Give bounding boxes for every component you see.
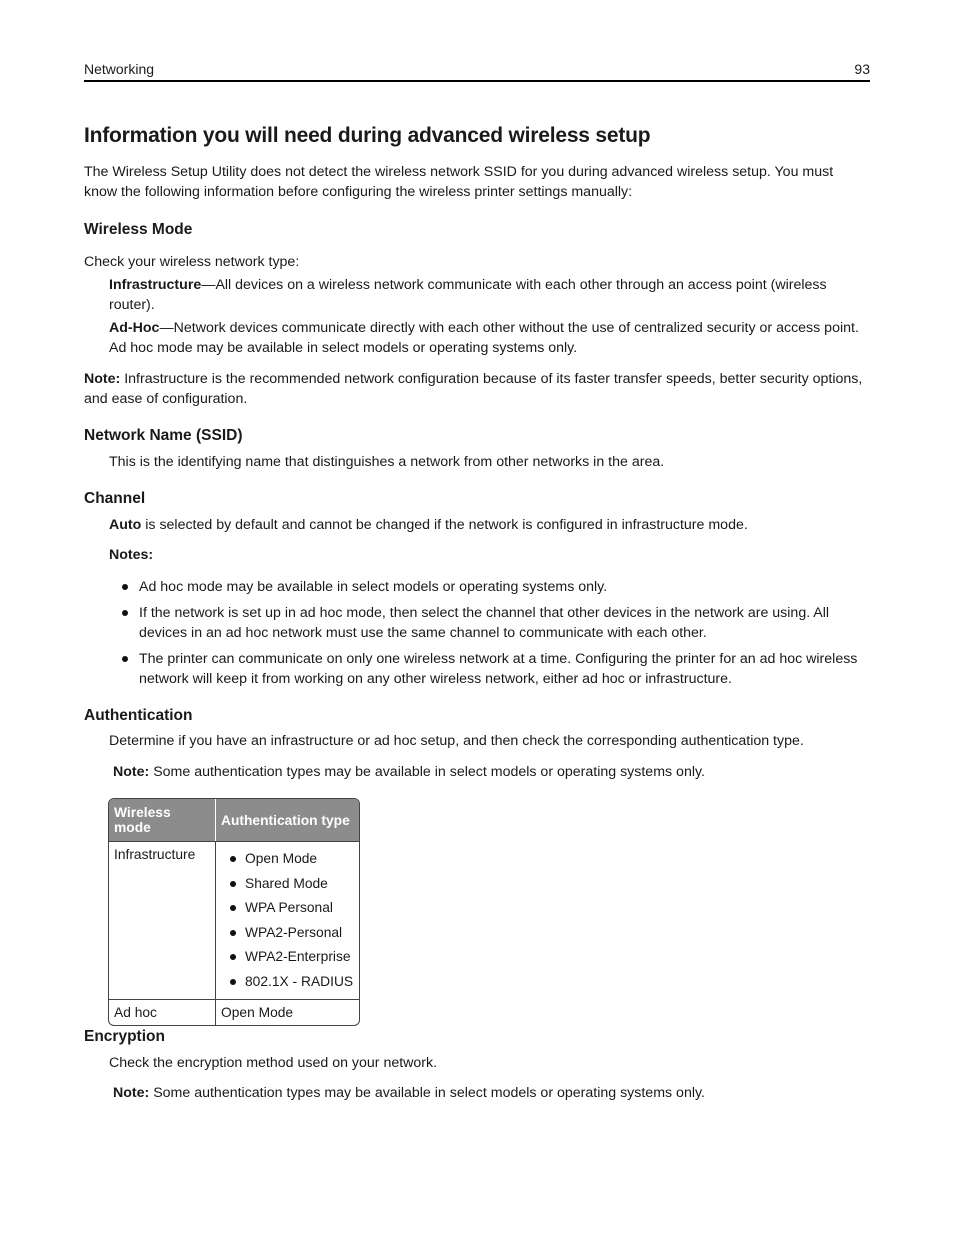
list-item: If the network is set up in ad hoc mode, then select the channel that other devices in the network are using. All devices in an ad hoc network must use the same channel to communicate with each other. (120, 603, 870, 643)
ssid-heading: Network Name (SSID) (84, 427, 243, 444)
page-number: 93 (854, 61, 870, 77)
list-item: Shared Mode (221, 872, 354, 897)
note-text: Infrastructure is the recommended network configuration because of its faster transfer speeds, better security options, and ease of configuration. (84, 371, 863, 407)
auto-text: is selected by default and cannot be changed if the network is configured in infrastructure mode. (141, 517, 748, 533)
wireless-mode-note (84, 369, 870, 409)
column-header-wireless-mode: Wireless mode (109, 799, 215, 841)
list-item: Ad hoc mode may be available in select models or operating systems only. (120, 577, 870, 597)
notes-label: Notes: (109, 547, 154, 563)
table-header-row (109, 799, 359, 841)
infrastructure-text: —All devices on a wireless network communicate with each other through an access point (wireless router). (109, 277, 827, 313)
cell-adhoc: Ad hoc (109, 999, 215, 1025)
authentication-heading: Authentication (84, 707, 193, 724)
channel-notes-list (120, 577, 870, 695)
auto-term: Auto (109, 517, 142, 533)
cell-adhoc-type: Open Mode (215, 999, 359, 1025)
list-item: WPA2-Personal (221, 921, 354, 946)
wireless-mode-lead: Check your wireless network type: (84, 254, 300, 270)
adhoc-text: —Network devices communicate directly with each other without the use of centralized security or access point. Ad hoc mode may be available in select models or operating systems only. (109, 320, 859, 356)
note-label: Note: (113, 1085, 150, 1101)
column-header-authentication-type: Authentication type (215, 799, 359, 841)
page-title: Information you will need during advanced wireless setup (84, 124, 651, 147)
note-text: Some authentication types may be available in select models or operating systems only. (149, 1085, 705, 1101)
encryption-note (113, 1083, 875, 1103)
list-item: WPA Personal (221, 896, 354, 921)
channel-auto-text (109, 515, 871, 535)
auth-type-list (221, 847, 354, 994)
table-row (109, 999, 359, 1025)
adhoc-definition (109, 318, 871, 358)
authentication-text: Determine if you have an infrastructure or ad hoc setup, and then check the corresponding authentication type. (109, 733, 804, 749)
list-item: 802.1X - RADIUS (221, 970, 354, 995)
cell-infrastructure-types (215, 841, 359, 999)
list-item: Open Mode (221, 847, 354, 872)
encryption-text: Check the encryption method used on your network. (109, 1055, 438, 1071)
adhoc-term: Ad-Hoc (109, 320, 160, 336)
list-item: WPA2-Enterprise (221, 945, 354, 970)
infrastructure-definition (109, 275, 871, 315)
channel-heading: Channel (84, 490, 146, 507)
list-item: The printer can communicate on only one wireless network at a time. Configuring the printer for an ad hoc wireless network will keep it from working on any other wireless network, either ad hoc or infrastructure. (120, 649, 870, 689)
encryption-heading: Encryption (84, 1028, 165, 1045)
authentication-table (108, 798, 360, 1026)
table-row (109, 841, 359, 999)
note-label: Note: (113, 764, 150, 780)
page-header (84, 60, 870, 82)
cell-infrastructure: Infrastructure (109, 841, 215, 999)
intro-paragraph: The Wireless Setup Utility does not detect the wireless network SSID for you during advanced wireless setup. You must know the following information before configuring the wireless printer settings manually: (84, 164, 834, 200)
ssid-text: This is the identifying name that distinguishes a network from other networks in the area. (109, 454, 665, 470)
section-name: Networking (84, 61, 155, 77)
note-text: Some authentication types may be available in select models or operating systems only. (149, 764, 705, 780)
authentication-note (113, 762, 875, 782)
wireless-mode-heading: Wireless Mode (84, 221, 193, 238)
note-label: Note: (84, 371, 121, 387)
infrastructure-term: Infrastructure (109, 277, 202, 293)
